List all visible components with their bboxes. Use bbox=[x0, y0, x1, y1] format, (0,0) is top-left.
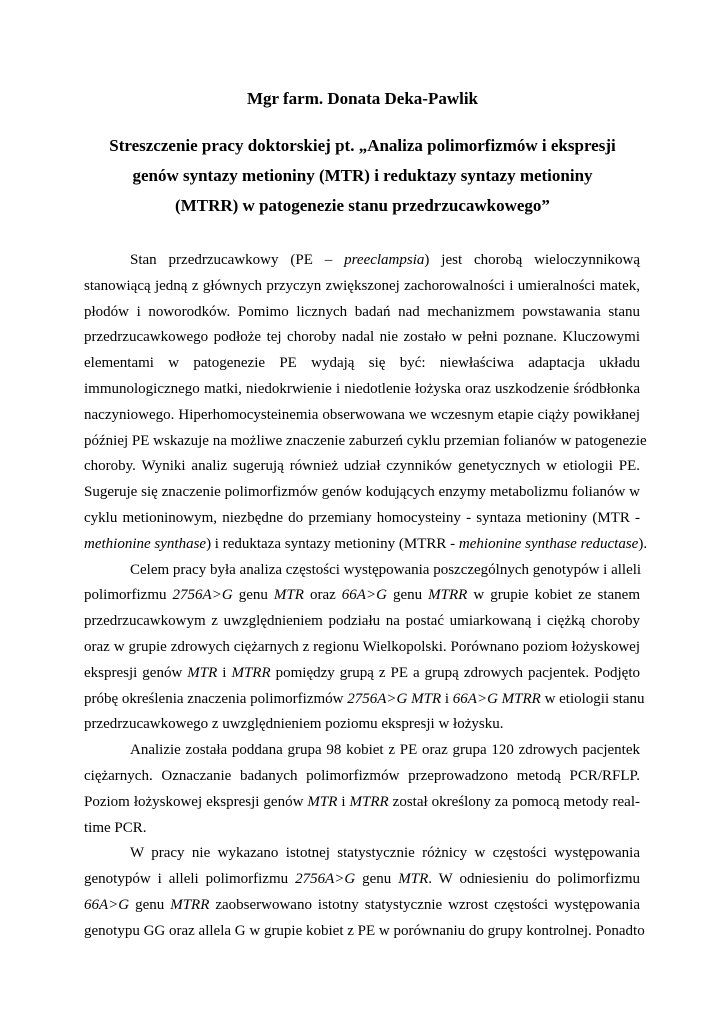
paragraph-line bbox=[84, 609, 640, 635]
paragraph-line bbox=[84, 300, 640, 326]
italic-text: 2756A>G bbox=[295, 871, 356, 888]
italic-text: methionine synthase bbox=[84, 535, 207, 552]
text-run: i bbox=[441, 690, 453, 707]
text-run: oraz w grupie zdrowych ciężarnych z regionu Wielkopolski. Porównano poziom łożyskowej bbox=[84, 638, 640, 655]
text-run: polimorfizmu bbox=[84, 587, 173, 604]
paragraph-line bbox=[84, 738, 640, 764]
text-run: Poziom łożyskowej ekspresji genów bbox=[84, 793, 308, 810]
paragraph-line bbox=[84, 454, 640, 480]
text-run: i bbox=[337, 793, 350, 810]
text-run: próbę określenia znaczenia polimorfizmów bbox=[84, 690, 348, 707]
text-run: ekspresji genów bbox=[84, 664, 188, 681]
title-line: genów syntazy metioniny (MTR) i reduktazy syntazy metioniny bbox=[132, 166, 593, 185]
text-run: naczyniowego. Hiperhomocysteinemia obserwowana we wczesnym etapie ciąży powikłanej bbox=[84, 406, 640, 423]
text-run: choroby. Wyniki analiz sugerują również udział czynników genetycznych w etiologii PE. bbox=[84, 458, 640, 475]
text-run: pomiędzy grupą z PE a grupą zdrowych pacjentek. Podjęto bbox=[270, 664, 640, 681]
text-run: immunologicznego matki, niedokrwienie i niedotlenie łożyska oraz uszkodzenie śródbłonka bbox=[84, 380, 640, 397]
paragraph-line bbox=[84, 351, 640, 377]
text-run: cyklu metioninowym, niezbędne do przemiany homocysteiny - syntaza metioniny (MTR - bbox=[84, 509, 640, 526]
text-run: ) i reduktaza syntazy metioniny (MTRR - bbox=[206, 535, 459, 552]
title-line: (MTRR) w patogenezie stanu przedrzucawkowego” bbox=[175, 196, 550, 215]
paragraph-line bbox=[84, 558, 640, 584]
paragraph-line bbox=[84, 532, 648, 558]
italic-text: 66A>G bbox=[84, 896, 130, 913]
text-run: Sugeruje się znaczenie polimorfizmów genów kodujących enzymy metabolizmu folianów w bbox=[84, 484, 640, 501]
text-run: w etiologii stanu bbox=[540, 690, 645, 707]
paragraph-line bbox=[84, 248, 640, 274]
paragraph-line bbox=[84, 429, 647, 455]
italic-text: 2756A>G MTR bbox=[347, 690, 442, 707]
paragraph-line bbox=[84, 712, 640, 738]
italic-text: MTRR bbox=[428, 587, 468, 604]
paragraph-line bbox=[84, 867, 640, 893]
italic-text: MTR bbox=[273, 587, 304, 604]
abstract-body bbox=[84, 248, 648, 945]
paragraph-line bbox=[84, 764, 640, 790]
text-run: został określony za pomocą metody real- bbox=[388, 793, 640, 810]
paragraph-line bbox=[84, 583, 640, 609]
paragraph-line bbox=[84, 403, 640, 429]
title-line: Streszczenie pracy doktorskiej pt. „Analiza polimorfizmów i ekspresji bbox=[109, 136, 616, 155]
text-run: W pracy nie wykazano istotnej statystycznie różnicy w częstości występowania bbox=[130, 845, 640, 862]
paragraph-line bbox=[84, 661, 640, 687]
author-name: Mgr farm. Donata Deka-Pawlik bbox=[246, 89, 479, 108]
text-run: przedrzucawkowego podłoże tej choroby nadal nie zostało w pełni poznane. Kluczowymi bbox=[84, 329, 640, 346]
text-run: genotypów i alleli polimorfizmu bbox=[84, 871, 296, 888]
thesis-title bbox=[100, 131, 625, 221]
text-run: oraz bbox=[303, 587, 342, 604]
text-run: ). bbox=[638, 535, 648, 552]
text-run: Analizie została poddana grupa 98 kobiet z PE oraz grupa 120 zdrowych pacjentek bbox=[130, 742, 640, 759]
text-run: stanowiącą jedną z głównych przyczyn zwiększonej zachorowalności i umieralności matek, bbox=[84, 277, 640, 294]
paragraph-line bbox=[84, 377, 640, 403]
text-run: przedrzucawkowego z uwzględnieniem poziomu ekspresji w łożysku. bbox=[84, 716, 504, 733]
italic-text: MTRR bbox=[349, 793, 389, 810]
paragraph-line bbox=[84, 893, 640, 919]
text-run: . W odniesieniu do polimorfizmu bbox=[428, 871, 640, 888]
italic-text: MTR bbox=[307, 793, 338, 810]
text-run: później PE wskazuje na możliwe znaczenie zaburzeń cyklu przemian folianów w patogenezie bbox=[84, 432, 647, 449]
paragraph-line bbox=[84, 274, 640, 300]
text-run: genu bbox=[355, 871, 399, 888]
italic-text: 2756A>G bbox=[172, 587, 233, 604]
italic-text: MTRR bbox=[231, 664, 271, 681]
text-run: time PCR. bbox=[84, 819, 147, 836]
paragraph-line bbox=[84, 841, 640, 867]
italic-text: 66A>G MTRR bbox=[452, 690, 541, 707]
text-run: genotypu GG oraz allela G w grupie kobiet z PE w porównaniu do grupy kontrolnej. Ponadto bbox=[84, 922, 645, 939]
text-run: genu bbox=[386, 587, 429, 604]
italic-text: 66A>G bbox=[341, 587, 387, 604]
italic-text: mehionine synthase reductase bbox=[458, 535, 639, 552]
paragraph-line bbox=[84, 687, 645, 713]
text-run: zaobserwowano istotny statystycznie wzrost częstości występowania bbox=[209, 896, 640, 913]
paragraph-line bbox=[84, 480, 640, 506]
text-run: przedrzucawkowym z uwzględnieniem podziału na postać umiarkowaną i ciężką choroby bbox=[84, 613, 640, 630]
paragraph-line bbox=[84, 325, 640, 351]
text-run: i bbox=[217, 664, 232, 681]
paragraph-line bbox=[84, 635, 640, 661]
italic-text: MTR bbox=[398, 871, 429, 888]
paragraph-line bbox=[84, 506, 640, 532]
text-run: Stan przedrzucawkowy (PE – bbox=[130, 252, 345, 268]
text-run: ciężarnych. Oznaczanie badanych polimorfizmów przeprowadzono metodą PCR/RFLP. bbox=[84, 767, 640, 784]
text-run: płodów i noworodków. Pomimo licznych badań nad mechanizmem powstawania stanu bbox=[84, 303, 640, 320]
text-run: Celem pracy była analiza częstości występowania poszczególnych genotypów i alleli bbox=[130, 561, 642, 578]
text-run: elementami w patogenezie PE wydają się być: niewłaściwa adaptacja układu bbox=[84, 355, 640, 372]
text-run: w grupie kobiet ze stanem bbox=[467, 587, 640, 604]
italic-text: preeclampsia bbox=[344, 252, 425, 268]
paragraph-line bbox=[84, 790, 640, 816]
text-run: ) jest chorobą wieloczynnikową bbox=[424, 252, 640, 268]
paragraph-line bbox=[84, 816, 640, 842]
italic-text: MTRR bbox=[170, 896, 210, 913]
text-run: genu bbox=[129, 896, 171, 913]
paragraph-line bbox=[84, 919, 645, 945]
text-run: genu bbox=[232, 587, 274, 604]
italic-text: MTR bbox=[187, 664, 218, 681]
